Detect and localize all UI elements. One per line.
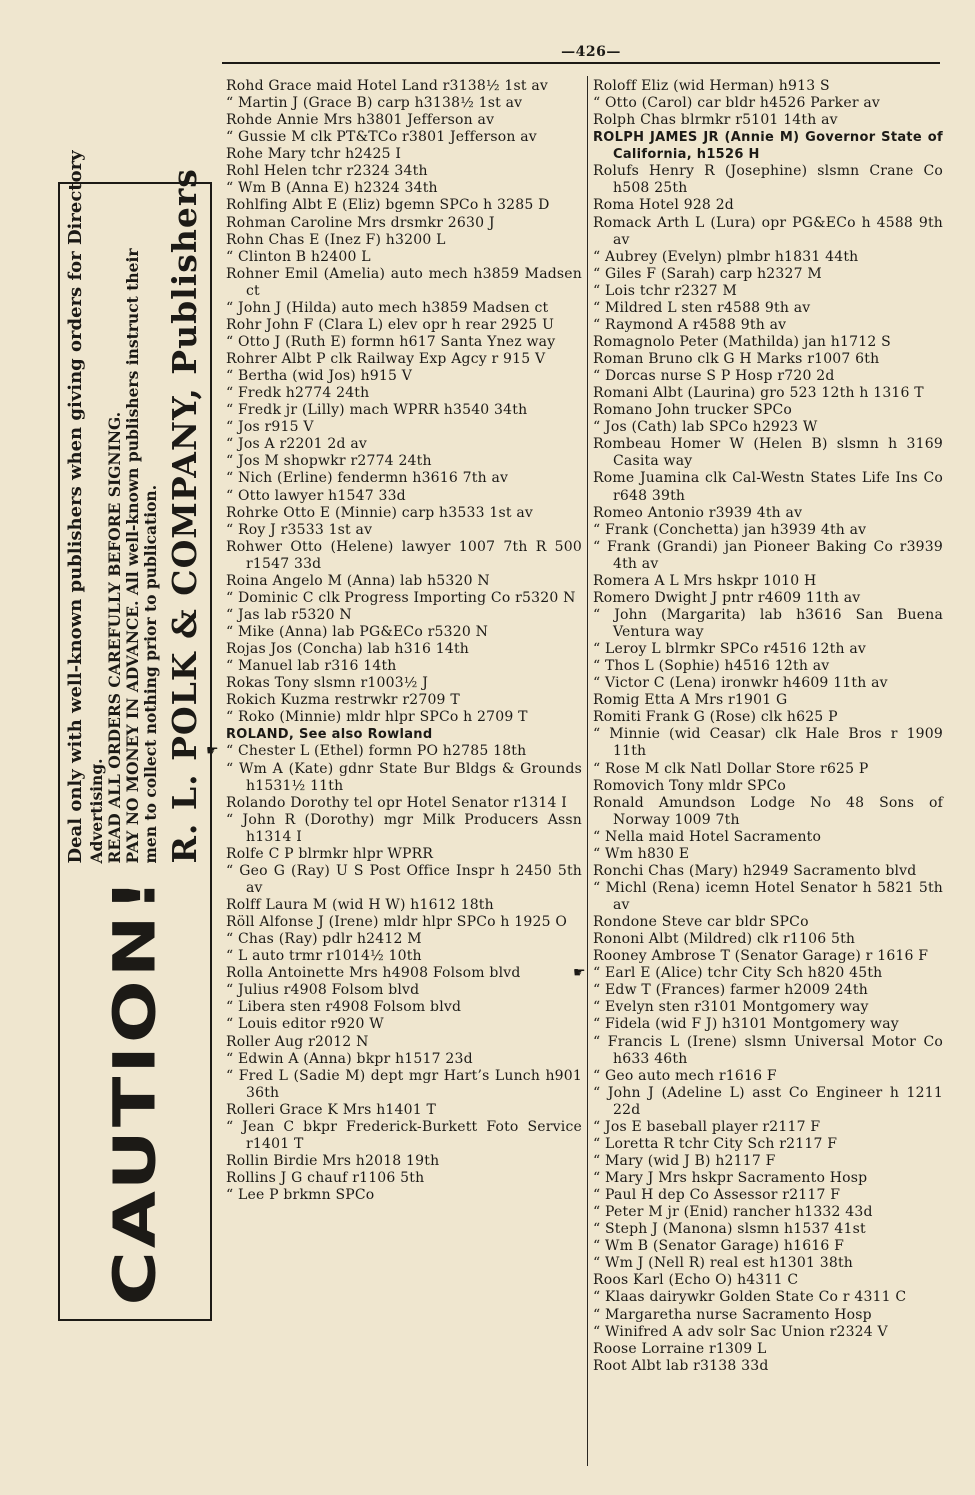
directory-entry	[593, 1119, 943, 1136]
directory-entry	[593, 1238, 943, 1255]
entry-text: “ Paul H dep Co Assessor r2117 F	[593, 1187, 841, 1204]
entry-text: “ Michl (Rena) icemn Hotel Senator h 5821 5th av	[593, 879, 943, 913]
directory-entry	[226, 180, 582, 197]
directory-entry	[226, 658, 582, 675]
directory-entry	[226, 436, 582, 453]
directory-entry	[226, 112, 582, 129]
entry-text: Rohrer Albt P clk Railway Exp Agcy r 915 V	[226, 351, 546, 367]
entry-text: “ Jos E baseball player r2117 F	[593, 1118, 821, 1135]
directory-entry	[226, 965, 582, 982]
entry-text: “ Dorcas nurse S P Hosp r720 2d	[593, 368, 835, 385]
directory-entry	[206, 743, 582, 760]
directory-entry	[226, 266, 582, 300]
directory-entry	[593, 95, 943, 112]
directory-entry	[226, 897, 582, 914]
entry-text: Rohe Mary tchr h2425 I	[226, 146, 402, 163]
entry-text: “ Leroy L blrmkr SPCo r4516 12th av	[593, 641, 866, 658]
directory-entry	[226, 761, 582, 795]
directory-entry	[226, 215, 582, 232]
directory-entry	[226, 1068, 582, 1102]
directory-entry	[593, 522, 943, 539]
directory-entry	[593, 78, 943, 95]
directory-entry	[593, 1204, 943, 1221]
directory-entry	[593, 778, 943, 795]
entry-text: Rohl Helen tchr r2324 34th	[226, 163, 428, 180]
entry-text: “ Jos M shopwkr r2774 24th	[226, 453, 432, 470]
directory-entry	[593, 436, 943, 470]
directory-entry	[593, 1016, 943, 1033]
directory-entry	[226, 1170, 582, 1187]
entry-text: Rolfe C P blrmkr hlpr WPRR	[226, 845, 434, 862]
entry-text: “ Steph J (Manona) slsmn h1537 41st	[593, 1221, 866, 1238]
entry-text: “ Winifred A adv solr Sac Union r2324 V	[593, 1323, 888, 1340]
directory-column-right	[573, 78, 943, 1375]
directory-entry	[593, 1307, 943, 1324]
entry-text: Root Albt lab r3138 33d	[593, 1357, 769, 1374]
entry-text: “ Francis L (Irene) slsmn Universal Motor Co h633 46th	[593, 1033, 943, 1067]
entry-text: Romack Arth L (Lura) opr PG&ECo h 4588 9th av	[593, 214, 943, 248]
directory-entry	[226, 624, 582, 641]
directory-entry	[593, 351, 943, 368]
entry-text: Romig Etta A Mrs r1901 G	[593, 692, 788, 709]
entry-text: “ Geo G (Ray) U S Post Office Inspr h 2450 5th av	[226, 862, 582, 896]
directory-entry	[593, 726, 943, 760]
entry-text: “ Mildred L sten r4588 9th av	[593, 299, 811, 316]
directory-entry	[593, 112, 943, 129]
directory-entry	[226, 197, 582, 214]
directory-entry	[226, 385, 582, 402]
directory-entry	[593, 1358, 943, 1375]
pointing-hand-icon: ☛	[206, 743, 219, 760]
directory-entry	[226, 334, 582, 351]
entry-text: “ Roko (Minnie) mldr hlpr SPCo h 2709 T	[226, 709, 528, 726]
entry-text: “ Otto (Carol) car bldr h4526 Parker av	[593, 95, 881, 112]
directory-entry	[593, 283, 943, 300]
entry-text: “ Jos r915 V	[226, 419, 314, 436]
directory-entry	[593, 215, 943, 249]
directory-entry	[226, 146, 582, 163]
entry-text: Roman Bruno clk G H Marks r1007 6th	[593, 351, 880, 367]
entry-text: Romiti Frank G (Rose) clk h625 P	[593, 709, 838, 726]
directory-entry	[593, 709, 943, 726]
directory-entry	[226, 249, 582, 266]
directory-entry	[226, 300, 582, 317]
directory-entry	[593, 692, 943, 709]
entry-text: “ Fred L (Sadie M) dept mgr Hart’s Lunch h901 36th	[226, 1067, 582, 1101]
directory-entry	[593, 846, 943, 863]
directory-entry	[226, 317, 582, 334]
directory-entry	[226, 812, 582, 846]
entry-text: “ Wm B (Senator Garage) h1616 F	[593, 1238, 845, 1255]
directory-entry	[593, 658, 943, 675]
entry-text: Romagnolo Peter (Mathilda) jan h1712 S	[593, 333, 891, 350]
directory-entry	[226, 351, 582, 368]
entry-text: Romera A L Mrs hskpr 1010 H	[593, 572, 817, 589]
entry-text: “ Mary J Mrs hskpr Sacramento Hosp	[593, 1170, 868, 1186]
directory-entry	[593, 675, 943, 692]
entry-text: “ Fredk jr (Lilly) mach WPRR h3540 34th	[226, 402, 528, 419]
entry-text: Rolff Laura M (wid H W) h1612 18th	[226, 897, 494, 913]
entry-text: Rononi Albt (Mildred) clk r1106 5th	[593, 931, 856, 948]
entry-text: “ Wm h830 E	[593, 845, 690, 862]
entry-text: “ Earl E (Alice) tchr City Sch h820 45th	[593, 965, 883, 982]
directory-column-left	[206, 78, 582, 1204]
caution-line-3: READ ALL ORDERS CAREFULLY BEFORE SIGNING.	[105, 411, 124, 863]
directory-entry	[593, 1153, 943, 1170]
entry-text: Rondone Steve car bldr SPCo	[593, 914, 809, 931]
directory-entry	[226, 505, 582, 522]
entry-text: “ Chester L (Ethel) formn PO h2785 18th	[226, 743, 527, 760]
directory-entry	[593, 590, 943, 607]
entry-text: “ Klaas dairywkr Golden State Co r 4311 C	[593, 1289, 907, 1306]
entry-text: Rokas Tony slsmn r1003½ J	[226, 675, 429, 692]
entry-text: Romero Dwight J pntr r4609 11th av	[593, 589, 861, 606]
directory-entry	[226, 78, 582, 95]
caution-heading: CAUTION!	[101, 875, 169, 1305]
entry-text: “ John J (Hilda) auto mech h3859 Madsen ct	[226, 299, 549, 316]
directory-entry	[593, 249, 943, 266]
publisher-name: R. L. POLK & COMPANY, Publishers	[165, 167, 204, 863]
directory-entry	[593, 1289, 943, 1306]
directory-entry	[593, 914, 943, 931]
entry-text: “ Margaretha nurse Sacramento Hosp	[593, 1306, 872, 1323]
directory-entry	[593, 948, 943, 965]
directory-entry	[593, 1068, 943, 1085]
directory-entry	[593, 829, 943, 846]
directory-entry	[593, 266, 943, 283]
directory-entry	[226, 1034, 582, 1051]
entry-text: Rohwer Otto (Helene) lawyer 1007 7th R 500 r1547 33d	[226, 538, 582, 572]
directory-entry	[226, 607, 582, 624]
entry-text: “ Rose M clk Natl Dollar Store r625 P	[593, 760, 869, 777]
entry-text: Ronchi Chas (Mary) h2949 Sacramento blvd	[593, 862, 917, 879]
directory-entry	[593, 1341, 943, 1358]
entry-text: “ Jos A r2201 2d av	[226, 436, 367, 453]
directory-entry	[226, 95, 582, 112]
directory-entry	[593, 1085, 943, 1119]
caution-line-5: men to collect nothing prior to publication.	[141, 484, 160, 863]
page-number: —426—	[561, 44, 621, 60]
directory-entry	[593, 641, 943, 658]
entry-text: “ Edwin A (Anna) bkpr h1517 23d	[226, 1050, 473, 1067]
caution-line-1: Deal only with well-known publishers when giving orders for Directory	[65, 149, 86, 863]
directory-entry	[593, 334, 943, 351]
directory-entry	[593, 368, 943, 385]
entry-text: “ Frank (Conchetta) jan h3939 4th av	[593, 521, 867, 538]
directory-entry	[593, 880, 943, 914]
entry-text: “ Fredk h2774 24th	[226, 385, 370, 402]
entry-text: Roose Lorraine r1309 L	[593, 1340, 767, 1357]
entry-text: “ Loretta R tchr City Sch r2117 F	[593, 1135, 838, 1152]
directory-heading	[593, 129, 943, 163]
entry-text: Roina Angelo M (Anna) lab h5320 N	[226, 572, 490, 589]
directory-entry	[593, 1272, 943, 1289]
entry-text: Rome Juamina clk Cal-Westn States Life Ins Co r648 39th	[593, 470, 943, 504]
directory-entry	[226, 129, 582, 146]
directory-entry	[226, 795, 582, 812]
directory-entry	[593, 761, 943, 778]
directory-entry	[226, 1102, 582, 1119]
directory-entry	[593, 300, 943, 317]
directory-entry	[226, 675, 582, 692]
entry-text: Roos Karl (Echo O) h4311 C	[593, 1272, 799, 1289]
entry-text: Rolla Antoinette Mrs h4908 Folsom blvd	[226, 965, 521, 982]
entry-text: Roloff Eliz (wid Herman) h913 S	[593, 78, 830, 94]
entry-text: ROLAND, See also Rowland	[226, 727, 433, 743]
entry-text: Romovich Tony mldr SPCo	[593, 777, 787, 794]
entry-text: “ Jean C bkpr Frederick-Burkett Foto Service r1401 T	[226, 1118, 582, 1152]
entry-text: “ Gussie M clk PT&TCo r3801 Jefferson av	[226, 129, 537, 146]
caution-text-block	[66, 150, 204, 875]
directory-entry	[593, 573, 943, 590]
entry-text: “ Evelyn sten r3101 Montgomery way	[593, 999, 869, 1016]
directory-entry	[593, 1170, 943, 1187]
directory-entry	[593, 163, 943, 197]
column-divider	[587, 76, 588, 1466]
entry-text: Rohrke Otto E (Minnie) carp h3533 1st av	[226, 504, 533, 521]
directory-entry	[226, 641, 582, 658]
directory-entry	[593, 999, 943, 1016]
directory-entry	[226, 453, 582, 470]
entry-text: Rombeau Homer W (Helen B) slsmn h 3169 Casita way	[593, 436, 943, 470]
directory-entry	[226, 488, 582, 505]
entry-text: Rohd Grace maid Hotel Land r3138½ 1st av	[226, 78, 549, 94]
entry-text: Rohlfing Albt E (Eliz) bgemn SPCo h 3285 D	[226, 197, 550, 214]
entry-text: Rolufs Henry R (Josephine) slsmn Crane Co h508 25th	[593, 163, 943, 197]
entry-text: “ Mary (wid J B) h2117 F	[593, 1152, 776, 1169]
entry-text: “ Roy J r3533 1st av	[226, 521, 373, 538]
directory-entry	[573, 965, 943, 982]
entry-text: “ Frank (Grandi) jan Pioneer Baking Co r3939 4th av	[593, 538, 943, 572]
entry-text: “ John R (Dorothy) mgr Milk Producers Assn h1314 I	[226, 811, 582, 845]
entry-text: “ Edw T (Frances) farmer h2009 24th	[593, 982, 868, 999]
directory-entry	[593, 1187, 943, 1204]
directory-entry	[226, 1051, 582, 1068]
entry-text: “ Chas (Ray) pdlr h2412 M	[226, 931, 422, 948]
entry-text: Rohn Chas E (Inez F) h3200 L	[226, 231, 446, 248]
entry-text: Rolph Chas blrmkr r5101 14th av	[593, 112, 838, 129]
directory-entry	[226, 931, 582, 948]
directory-entry	[226, 522, 582, 539]
entry-text: Roller Aug r2012 N	[226, 1033, 369, 1050]
directory-entry	[226, 692, 582, 709]
directory-entry	[593, 470, 943, 504]
entry-text: “ Victor C (Lena) ironwkr h4609 11th av	[593, 675, 888, 692]
entry-text: “ Geo auto mech r1616 F	[593, 1067, 777, 1084]
directory-entry	[593, 795, 943, 829]
entry-text: Röll Alfonse J (Irene) mldr hlpr SPCo h 1925 O	[226, 914, 568, 931]
entry-text: Rooney Ambrose T (Senator Garage) r 1616 F	[593, 948, 929, 965]
entry-text: Rohde Annie Mrs h3801 Jefferson av	[226, 112, 495, 129]
entry-text: Rohman Caroline Mrs drsmkr 2630 J	[226, 214, 495, 231]
entry-text: “ Otto J (Ruth E) formn h617 Santa Ynez way	[226, 333, 556, 350]
directory-entry	[593, 1034, 943, 1068]
directory-entry	[226, 1153, 582, 1170]
entry-text: “ Wm B (Anna E) h2324 34th	[226, 180, 438, 197]
entry-text: “ Dominic C clk Progress Importing Co r5320 N	[226, 589, 576, 606]
directory-entry	[226, 590, 582, 607]
caution-line-4: PAY NO MONEY IN ADVANCE. All well-known publishers instruct their	[123, 247, 142, 863]
entry-text: “ Nella maid Hotel Sacramento	[593, 828, 822, 845]
entry-text: “ Minnie (wid Ceasar) clk Hale Bros r 1909 11th	[593, 726, 943, 760]
entry-text: “ Julius r4908 Folsom blvd	[226, 982, 420, 999]
caution-line	[66, 150, 86, 863]
entry-text: “ Jas lab r5320 N	[226, 606, 352, 623]
directory-entry	[226, 1016, 582, 1033]
entry-text: “ Bertha (wid Jos) h915 V	[226, 368, 413, 385]
entry-text: “ Wm J (Nell R) real est h1301 38th	[593, 1255, 853, 1272]
entry-text: “ Peter M jr (Enid) rancher h1332 43d	[593, 1204, 873, 1221]
entry-text: “ Aubrey (Evelyn) plmbr h1831 44th	[593, 248, 859, 265]
directory-entry	[226, 232, 582, 249]
entry-text: “ John (Margarita) lab h3616 San Buena Ventura way	[593, 606, 943, 640]
entry-text: Romeo Antonio r3939 4th av	[593, 504, 803, 521]
directory-entry	[593, 505, 943, 522]
entry-text: “ Manuel lab r316 14th	[226, 658, 397, 675]
directory-entry	[593, 385, 943, 402]
entry-text: Roma Hotel 928 2d	[593, 197, 734, 214]
directory-entry	[226, 368, 582, 385]
entry-text: “ John J (Adeline L) asst Co Engineer h 1211 22d	[593, 1084, 943, 1118]
directory-entry	[226, 539, 582, 573]
directory-entry	[226, 163, 582, 180]
entry-text: Rollins J G chauf r1106 5th	[226, 1170, 425, 1186]
entry-text: Rolando Dorothy tel opr Hotel Senator r1314 I	[226, 794, 568, 811]
directory-entry	[593, 1324, 943, 1341]
directory-entry	[593, 931, 943, 948]
directory-entry	[593, 607, 943, 641]
entry-text: “ Mike (Anna) lab PG&ECo r5320 N	[226, 624, 489, 640]
directory-entry	[226, 419, 582, 436]
directory-heading	[226, 726, 582, 743]
entry-text: “ Wm A (Kate) gdnr State Bur Bldgs & Grounds h1531½ 11th	[226, 760, 582, 794]
directory-entry	[593, 419, 943, 436]
directory-entry	[593, 317, 943, 334]
directory-entry	[593, 1255, 943, 1272]
entry-text: “ Lois tchr r2327 M	[593, 282, 737, 299]
entry-text: Rollin Birdie Mrs h2018 19th	[226, 1152, 440, 1169]
entry-text: “ L auto trmr r1014½ 10th	[226, 948, 422, 965]
entry-text: “ Nich (Erline) fendermn h3616 7th av	[226, 470, 509, 487]
entry-text: “ Martin J (Grace B) carp h3138½ 1st av	[226, 95, 523, 112]
directory-entry	[593, 1221, 943, 1238]
entry-text: “ Clinton B h2400 L	[226, 248, 371, 265]
directory-entry	[226, 863, 582, 897]
entry-text: “ Otto lawyer h1547 33d	[226, 487, 406, 504]
entry-text: “ Fidela (wid F J) h3101 Montgomery way	[593, 1016, 899, 1033]
directory-entry	[226, 402, 582, 419]
directory-entry	[593, 539, 943, 573]
entry-text: Rohner Emil (Amelia) auto mech h3859 Madsen ct	[226, 265, 582, 299]
directory-entry	[226, 982, 582, 999]
entry-text: Rohr John F (Clara L) elev opr h rear 2925 U	[226, 316, 555, 333]
entry-text: “ Giles F (Sarah) carp h2327 M	[593, 265, 822, 282]
entry-text: Rolleri Grace K Mrs h1401 T	[226, 1101, 437, 1118]
directory-entry	[226, 846, 582, 863]
entry-text: “ Raymond A r4588 9th av	[593, 316, 787, 333]
directory-entry	[226, 1119, 582, 1153]
header-rule	[222, 62, 940, 64]
entry-text: Romano John trucker SPCo	[593, 402, 793, 419]
entry-text: Rokich Kuzma restrwkr r2709 T	[226, 692, 460, 709]
caution-advertisement	[58, 149, 212, 1321]
directory-entry	[593, 863, 943, 880]
directory-entry	[226, 999, 582, 1016]
entry-text: “ Lee P brkmn SPCo	[226, 1187, 375, 1204]
entry-text: Rojas Jos (Concha) lab h316 14th	[226, 641, 469, 658]
directory-entry	[593, 402, 943, 419]
directory-entry	[593, 197, 943, 214]
directory-entry	[226, 470, 582, 487]
entry-text: Romani Albt (Laurina) gro 523 12th h 1316 T	[593, 385, 924, 402]
pointing-hand-icon: ☛	[573, 965, 586, 982]
directory-entry	[593, 982, 943, 999]
directory-entry	[226, 914, 582, 931]
directory-entry	[593, 1136, 943, 1153]
directory-entry	[226, 573, 582, 590]
directory-entry	[226, 1187, 582, 1204]
entry-text: ROLPH JAMES JR (Annie M) Governor State of California, h1526 H	[593, 130, 943, 163]
entry-text: “ Louis editor r920 W	[226, 1016, 384, 1033]
entry-text: “ Libera sten r4908 Folsom blvd	[226, 999, 462, 1016]
caution-line-2: Advertising.	[87, 757, 106, 863]
entry-text: Ronald Amundson Lodge No 48 Sons of Norway 1009 7th	[593, 794, 943, 828]
entry-text: “ Thos L (Sophie) h4516 12th av	[593, 658, 830, 675]
directory-entry	[226, 948, 582, 965]
entry-text: “ Jos (Cath) lab SPCo h2923 W	[593, 419, 818, 436]
directory-entry	[226, 709, 582, 726]
